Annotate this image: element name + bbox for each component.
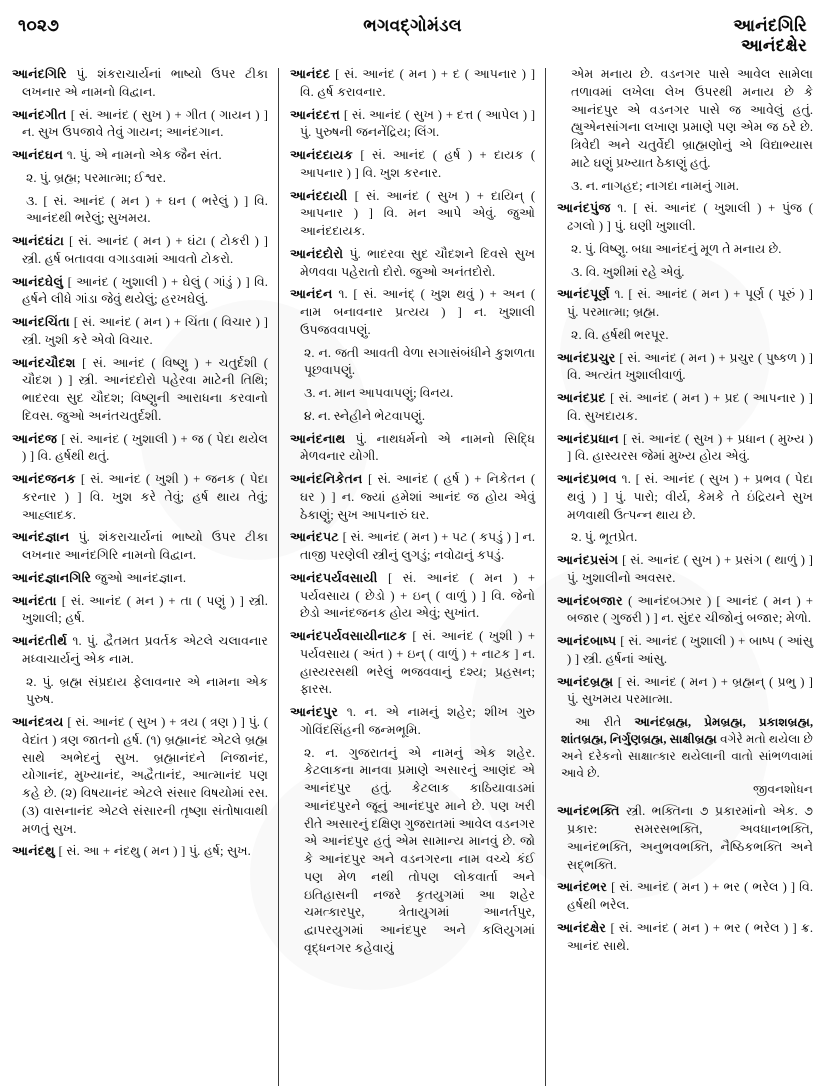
guide-word-last: આનંદક્ષેર xyxy=(741,36,807,56)
entry-headword: આનંદગિરિ xyxy=(12,67,67,81)
entry-headword: આનંદથુ xyxy=(12,844,55,859)
entry-headword: આનંદપૂર્ણ xyxy=(557,287,610,302)
entry-definition: [ સં. આનંદ ( મન ) + પ્રચુર ( પુષ્કળ ) ] વિ. અત્યંત ખુશાલીવાળું. xyxy=(567,350,813,383)
running-head xyxy=(12,16,813,62)
entry-definition: ૧. [ સં. આનંદ્ ( ખુશ થવું ) + અન ( નામ બનાવનાર પ્રત્યય ) ] ન. ખુશાલી ઉપજવવાપણું. xyxy=(299,287,536,337)
entry-headword: આનંદનાથ xyxy=(289,431,346,446)
note-text-before: આ રીતે xyxy=(575,715,635,729)
entry-sense: ૨. પું. વિષ્ણુ. બધા આનંદનું મૂળ તે મનાય છે. xyxy=(571,241,782,256)
entry-definition: [ સં. આનંદ ( મન ) + પ્રદ ( આપનાર ) ] વિ. સુખદાયક. xyxy=(567,391,813,423)
dictionary-entry xyxy=(290,147,535,183)
book-title: ભગવદ્ગોમંડલ xyxy=(363,16,462,35)
entry-definition: [ સં. આનંદ ( ખુશી ) + પર્યવસાય ( અંત ) + ઇન્ ( વાળું ) + નાટક ] ન. હાસ્યરસથી ભરેલું ભજવવાનું દશ્ય; પ્રહસન; ફારસ. xyxy=(299,629,536,697)
dictionary-entry xyxy=(557,920,813,956)
dictionary-entry xyxy=(12,471,268,524)
entry-headword: આનંદપટ xyxy=(289,530,339,545)
dictionary-entry xyxy=(12,66,268,102)
entry-definition: [ સં. આનંદ ( મન ) + પર્યવસાય ( છેડો ) + ઇન્ ( વાળું ) ] વિ. જેનો છેડો આનંદજનક હોય એવું; સુખાંત. xyxy=(299,570,536,621)
entry-definition: [ સં. આનંદ ( વિષ્ણુ ) + ચતુર્દશી ( ચૌદશ ) ] સ્ત્રી. આનંદદોરો પહેરવા માટેની તિથિ; ભાદરવા સુદ ચૌદશ; વિષ્ણુની આરાધના કરવાનો દિવસ. જુઓ અનંતચતુર્દશી. xyxy=(22,355,268,423)
entry-headword: આનંદદાયક xyxy=(289,148,353,162)
dictionary-entry xyxy=(290,107,535,143)
entry-headword: આનંદપર્યવસાયીનાટક xyxy=(289,629,407,643)
note-source-credit: જીવનશોધન xyxy=(753,782,813,797)
entry-definition: [ સં. આનંદ ( સુખ ) + પ્રધાન ( મુખ્ય ) ] વિ. હાસ્યરસ જેમાં મુખ્ય હોય એવું. xyxy=(567,431,813,464)
entry-headword: આનંદગીત xyxy=(12,107,67,122)
entry-note xyxy=(557,714,813,798)
page-folio-number: ૧૦૨૭ xyxy=(18,16,60,35)
entry-headword: આનંદજ xyxy=(12,431,58,446)
entry-headword: આનંદજ્ઞાનગિરિ xyxy=(12,570,92,585)
entry-headword: આનંદપ્રધાન xyxy=(557,431,619,446)
entry-definition: [ સં. આનંદ ( ખુશી ) + જનક ( પેદા કરનાર ) ] વિ. ખુશ કરે તેવું; હર્ષ થાય તેવું; આહ્લાદક. xyxy=(22,472,268,522)
entry-definition: [ સં. આનંદ ( સુખ ) + ત્રય ( ત્રણ ) ] પું. ( વેદાંત ) ત્રણ જાતનો હર્ષ. (૧) બ્રહ્માનંદ એટલે બ્રહ્મ સાથે અભેદનું સુખ. બ્રહ્માનંદને નિજાનંદ, યોગાનંદ, મુખ્યાનંદ, અદ્વૈતાનંદ, આત્માનંદ પણ કહે છે. (૨) વિષયાનંદ એટલે સંસાર વિષયોમાં રસ. (૩) વાસનાનંદ એટલે સંસારની તૃષ્ણા સંતોષાવાથી મળતું સુખ. xyxy=(22,715,268,836)
dictionary-entry xyxy=(290,529,535,565)
entry-sense: ૩. [ સં. આનંદ ( મન ) + ઘન ( ભરેલું ) ] વિ. આનંદથી ભરેલું; સુખમય. xyxy=(26,193,268,226)
entry-headword: આનંદપર્યવસાયી xyxy=(289,570,378,585)
column-3 xyxy=(546,66,813,1088)
entry-sense: ૨. પું. બ્રહ્મ; પરમાત્મા; ઈશ્વર. xyxy=(26,170,166,185)
entry-headword: આનંદબ્રહ્મ xyxy=(557,674,614,689)
entry-headword: આનંદદત્ત xyxy=(289,107,341,122)
entry-headword: આનંદઘંટા xyxy=(12,234,65,248)
entry-headword: આનંદક્ષેર xyxy=(557,920,607,935)
entry-definition: ૧. પું. દ્વૈતમત પ્રવર્તક એટલે ચલાવનાર મધ્વાચાર્યનું એક નામ. xyxy=(22,634,268,666)
entry-definition: જુઓ આનંદજ્ઞાન. xyxy=(91,570,187,585)
dictionary-entry xyxy=(557,879,813,915)
entry-sense: ૩. ન. માન આપવાપણું; વિનય. xyxy=(303,386,454,400)
entry-sense: ૨. પું. ભૂતપ્રેત. xyxy=(571,530,638,545)
column-container xyxy=(12,66,813,1088)
dictionary-entry xyxy=(12,529,268,565)
entry-headword: આનંદતા xyxy=(12,593,57,608)
entry-sense: ૪. ન. સ્નેહીને ભેટવાપણું. xyxy=(303,408,426,423)
entry-sense: ૩. વિ. ખુશીમાં રહે એવું. xyxy=(571,264,685,279)
entry-definition: [ સં. આનંદ ( મન ) + પટ ( કપડું ) ] ન. તાજી પરણેલી સ્ત્રીનું લુગડું; નવોઢાનું કપડું. xyxy=(299,530,536,562)
dictionary-entry xyxy=(290,471,535,524)
entry-definition: [ સં. આનંદ ( મન ) + ચિંતા ( વિચાર ) ] સ્ત્રી. ખુશી કરે એવો વિચાર. xyxy=(22,315,268,347)
dictionary-entry xyxy=(557,593,813,629)
entry-definition: [ સં. આનંદ ( મન ) + ઘંટા ( ટોકરી ) ] સ્ત્રી. હર્ષ બતાવવા વગાડવામાં આવતો ટોકરો. xyxy=(22,234,268,266)
entry-headword: આનંદપુંજ xyxy=(557,201,611,216)
note-text-after: વગેરે મતો થયેલા છે અને દરેકનો સાક્ષાત્કાર થયેલાની વાતો સાંભળવામાં આવે છે. xyxy=(561,732,813,781)
entry-definition: [ સં. આનંદ ( સુખ ) + ગીત ( ગાયન ) ] ન. સુખ ઉપજાવે તેવું ગાયન; આનંદગાન. xyxy=(22,107,268,140)
column-1 xyxy=(12,66,279,1088)
dictionary-entry xyxy=(557,633,813,669)
entry-definition: [ સં. આનંદ ( ખુશાલી ) + જ ( પેદા થયેલ ) ] વિ. હર્ષથી થતું. xyxy=(22,431,268,464)
entry-headword: આનંદબજાર xyxy=(557,593,623,608)
entry-definition: પું. શંકરાચાર્યનાં ભાષ્યો ઉપર ટીકા લખનાર એ નામનો વિદ્વાન. xyxy=(22,67,268,99)
dictionary-entry xyxy=(12,233,268,269)
dictionary-entry xyxy=(557,552,813,588)
entry-headword: આનંદદ xyxy=(289,67,331,81)
dictionary-entry xyxy=(290,431,535,467)
dictionary-entry xyxy=(290,570,535,623)
entry-sense: ૨. ન. ગુજરાતનું એ નામનું એક શહેર. કેટલાકના માનવા પ્રમાણે અસારનું આણંદ એ આનંદપુર હતું. કેટલાક કાઠિયાવાડમાં આનંદપુરને જૂનું આનંદપુર માને છે. પણ ખરી રીતે અસારનું દક્ષિણ ગુજરાતમાં આવેલ વડનગર એ આનંદપુર હતું એમ સામાન્ય માનવું છે. જો કે આનંદપુર અને વડનગરના નામ વચ્ચે કંઈ પણ મેળ નથી તોપણ લોકવાર્તા અને ઇતિહાસની નજરે કૃતયુગમાં આ શહેર ચમત્કારપુર, ત્રેતાયુગમાં આનર્તપુર, દ્વાપરયુગમાં આનંદપુર અને કલિયુગમાં વૃદ્ધનગર કહેવાયું xyxy=(303,745,536,955)
dictionary-entry xyxy=(12,843,268,861)
entry-headword: આનંદપ્રભવ xyxy=(557,472,617,486)
dictionary-entry xyxy=(557,350,813,386)
entry-definition: [ આનંદ ( ખુશાલી ) + ઘેલું ( ગાંડું ) ] વિ. હર્ષને લીધે ગાંડા જેવું થયેલું; હરખઘેલું. xyxy=(22,274,268,307)
entry-headword: આનંદજ્ઞાન xyxy=(12,530,70,545)
note-term-list: આનંદબ્રહ્મ, પ્રેમબ્રહ્મ, પ્રકાશબ્રહ્મ, શાંતબ્રહ્મ, નિર્ગુણબ્રહ્મ, સાક્ષીબ્રહ્મ xyxy=(561,715,813,747)
dictionary-entry xyxy=(12,107,268,143)
entry-headword: આનંદન xyxy=(289,287,333,302)
entry-sense: ૨. ન. જતી આવતી વેળા સગાસંબંધીને કુશળતા પૂછવાપણું. xyxy=(303,345,536,378)
entry-definition: સ્ત્રી. ભક્તિના ૭ પ્રકારમાંનો એક. ૭ પ્રકાર: સમરસભક્તિ, અવધાનભક્તિ, આનંદભક્તિ, અનુભવભક્તિ, નૈષ્ઠિકભક્તિ અને સદ્ભક્તિ. xyxy=(567,804,813,872)
dictionary-entry xyxy=(557,803,813,874)
entry-headword: આનંદબાષ્પ xyxy=(557,634,617,648)
entry-definition: [ સં. આનંદ ( મન ) + દ ( આપનાર ) ] વિ. હર્ષ કરાવનાર. xyxy=(299,67,536,99)
entry-definition: [ સં. આનંદ ( હર્ષ ) + નિકેતન ( ઘર ) ] ન. જ્યાં હમેશાં આનંદ જ હોય એવું ઠેકાણું; સુખ આપનારું ઘર. xyxy=(299,472,536,522)
dictionary-entry xyxy=(290,246,535,282)
dictionary-entry xyxy=(557,200,813,236)
entry-definition: [ સં. આ + નંદથુ ( મન ) ] પું. હર્ષ; સુખ. xyxy=(54,844,251,859)
entry-headword: આનંદપ્રદ xyxy=(557,391,606,405)
entry-sense: ૩. ન. નાગહદ; નાગદા નામનું ગામ. xyxy=(571,178,739,193)
entry-headword: આનંદજનક xyxy=(12,472,76,486)
dictionary-entry xyxy=(557,431,813,467)
entry-definition: [ સં. આનંદ ( સુખ ) + દત્ત ( આપેલ ) ] પું. પુરુષની જનનેંદ્રિય; લિંગ. xyxy=(299,107,536,140)
dictionary-entry xyxy=(12,714,268,838)
dictionary-entry xyxy=(557,674,813,710)
dictionary-entry xyxy=(12,314,268,350)
entry-headword: આનંદપ્રસંગ xyxy=(557,553,619,567)
entry-definition: પું. ભાદરવા સુદ ચૌદશને દિવસે સુખ મેળવવા પહેરાતો દોરો. જુઓ અનંતદોરો. xyxy=(299,246,536,279)
dictionary-entry xyxy=(290,188,535,241)
entry-definition: [ સં. આનંદ ( મન ) + ભર ( ભરેલ ) ] ક્ર. આનંદ સાથે. xyxy=(567,920,813,953)
entry-headword: આનંદભક્તિ xyxy=(557,804,620,819)
dictionary-entry xyxy=(290,286,535,339)
dictionary-entry xyxy=(12,355,268,426)
entry-definition: ૧. ન. એ નામનું શહેર; શીખ ગુરુ ગોવિંદસિંહની જન્મભૂમિ. xyxy=(299,705,536,737)
guide-word-first: આનંદગિરિ xyxy=(733,16,807,35)
entry-headword: આનંદતીર્થ xyxy=(12,634,68,648)
entry-sense: ૨. પું. બ્રહ્મ સંપ્રદાય ફેલાવનાર એ નામના એક પુરુષ. xyxy=(26,674,268,707)
dictionary-entry xyxy=(12,147,268,165)
entry-sense: એમ મનાય છે. વડનગર પાસે આવેલ સામેલા તળાવમાં લખેલા લેખ ઉપરથી મનાય છે કે આનંદપુર એ વડનગર પાસે જ આવેલું હતું. હ્યુએનસાંગના લખાણ પ્રમાણે પણ એમ જ ઠરે છે. ત્રિવેદી અને ચતુર્વેદી બ્રાહ્મણોનું એ વિદ્યાભ્યાસ માટે ઘણું પ્રખ્યાત ઠેકાણું હતું. xyxy=(571,67,813,170)
entry-headword: આનંદત્રય xyxy=(12,715,64,729)
entry-definition: [ સં. આનંદ ( સુખ ) + દાયિન્ ( આપનાર ) ] વિ. મન આપે એવું. જુઓ આનંદદાયક. xyxy=(299,188,536,238)
entry-headword: આનંદપુર xyxy=(289,705,339,719)
entry-definition: ૧. [ સં. આનંદ ( સુખ ) + પ્રભવ ( પેદા થવું ) ] પું. પારો; વીર્ય, કેમકે તે ઇંદ્રિયને સુખ મળવાથી ઉત્પન્ન થાય છે. xyxy=(567,472,813,522)
entry-headword: આનંદઘેલું xyxy=(12,274,64,289)
entry-definition: [ સં. આનંદ ( મન ) + બ્રહ્મન્ ( પ્રભુ ) ] પું. સુખમય પરમાત્મા. xyxy=(567,674,813,707)
entry-headword: આનંદનિકેતન xyxy=(289,472,363,486)
entry-definition: ૧. [ સં. આનંદ ( ખુશાલી ) + પુંજ ( ઢગલો ) ] પું. ઘણી ખુશાલી. xyxy=(567,201,813,233)
entry-definition: [ સં. આનંદ ( હર્ષ ) + દાયક ( આપનાર ) ] વિ. ખુશ કરનાર. xyxy=(299,148,536,180)
entry-definition: [ સં. આનંદ ( સુખ ) + પ્રસંગ ( થાળું ) ] પું. ખુશાલીનો અવસર. xyxy=(567,553,813,585)
dictionary-entry xyxy=(12,274,268,310)
entry-headword: આનંદદાયી xyxy=(289,188,348,203)
entry-headword: આનંદભર xyxy=(557,880,608,895)
entry-definition: [ સં. આનંદ ( મન ) + ભર ( ભરેલ ) ] વિ. હર્ષથી ભરેલ. xyxy=(567,880,813,913)
entry-definition: પું. શંકરાચાર્યનાં ભાષ્યો ઉપર ટીકા લખનાર આનંદગિરિ નામનો વિદ્વાન. xyxy=(22,530,268,562)
dictionary-entry xyxy=(12,633,268,669)
dictionary-entry xyxy=(557,471,813,524)
column-2 xyxy=(279,66,546,1088)
entry-definition: ( આનંદબઝાર ) [ આનંદ ( મન ) + બજાર ( ગુજરી ) ] ન. સુંદર ચીજોનું બજાર; મેળો. xyxy=(567,593,813,626)
dictionary-entry xyxy=(557,286,813,322)
entry-definition: ૧. [ સં. આનંદ ( મન ) + પૂર્ણ ( પૂરું ) ] પું. પરમાત્મા; બ્રહ્મ. xyxy=(567,287,813,319)
dictionary-entry xyxy=(12,593,268,629)
dictionary-entry xyxy=(290,704,535,740)
dictionary-entry xyxy=(12,570,268,588)
entry-headword: આનંદચિંતા xyxy=(12,315,70,329)
dictionary-entry xyxy=(12,431,268,467)
dictionary-entry xyxy=(557,390,813,426)
entry-headword: આનંદઘન xyxy=(12,148,64,162)
entry-headword: આનંદદોરો xyxy=(289,246,344,261)
dictionary-entry xyxy=(290,628,535,699)
guide-words xyxy=(657,16,807,56)
dictionary-entry xyxy=(290,66,535,102)
entry-definition: [ સં. આનંદ ( ખુશાલી ) + બાષ્પ ( આંસુ ) ] સ્ત્રી. હર્ષનાં આંસુ. xyxy=(567,634,813,666)
entry-sense: ૨. વિ. હર્ષથી ભરપૂર. xyxy=(571,327,669,342)
entry-headword: આનંદચૌદશ xyxy=(12,355,76,370)
entry-definition: [ સં. આનંદ ( મન ) + તા ( પણું ) ] સ્ત્રી. ખુશાલી; હર્ષ. xyxy=(22,593,268,626)
entry-definition: પું. નાથધર્મનો એ નામનો સિદ્ધિ મેળવનાર યોગી. xyxy=(299,431,536,464)
entry-headword: આનંદપ્રચુર xyxy=(557,350,616,365)
entry-definition: ૧. પું. એ નામનો એક જૈન સંત. xyxy=(63,148,222,162)
